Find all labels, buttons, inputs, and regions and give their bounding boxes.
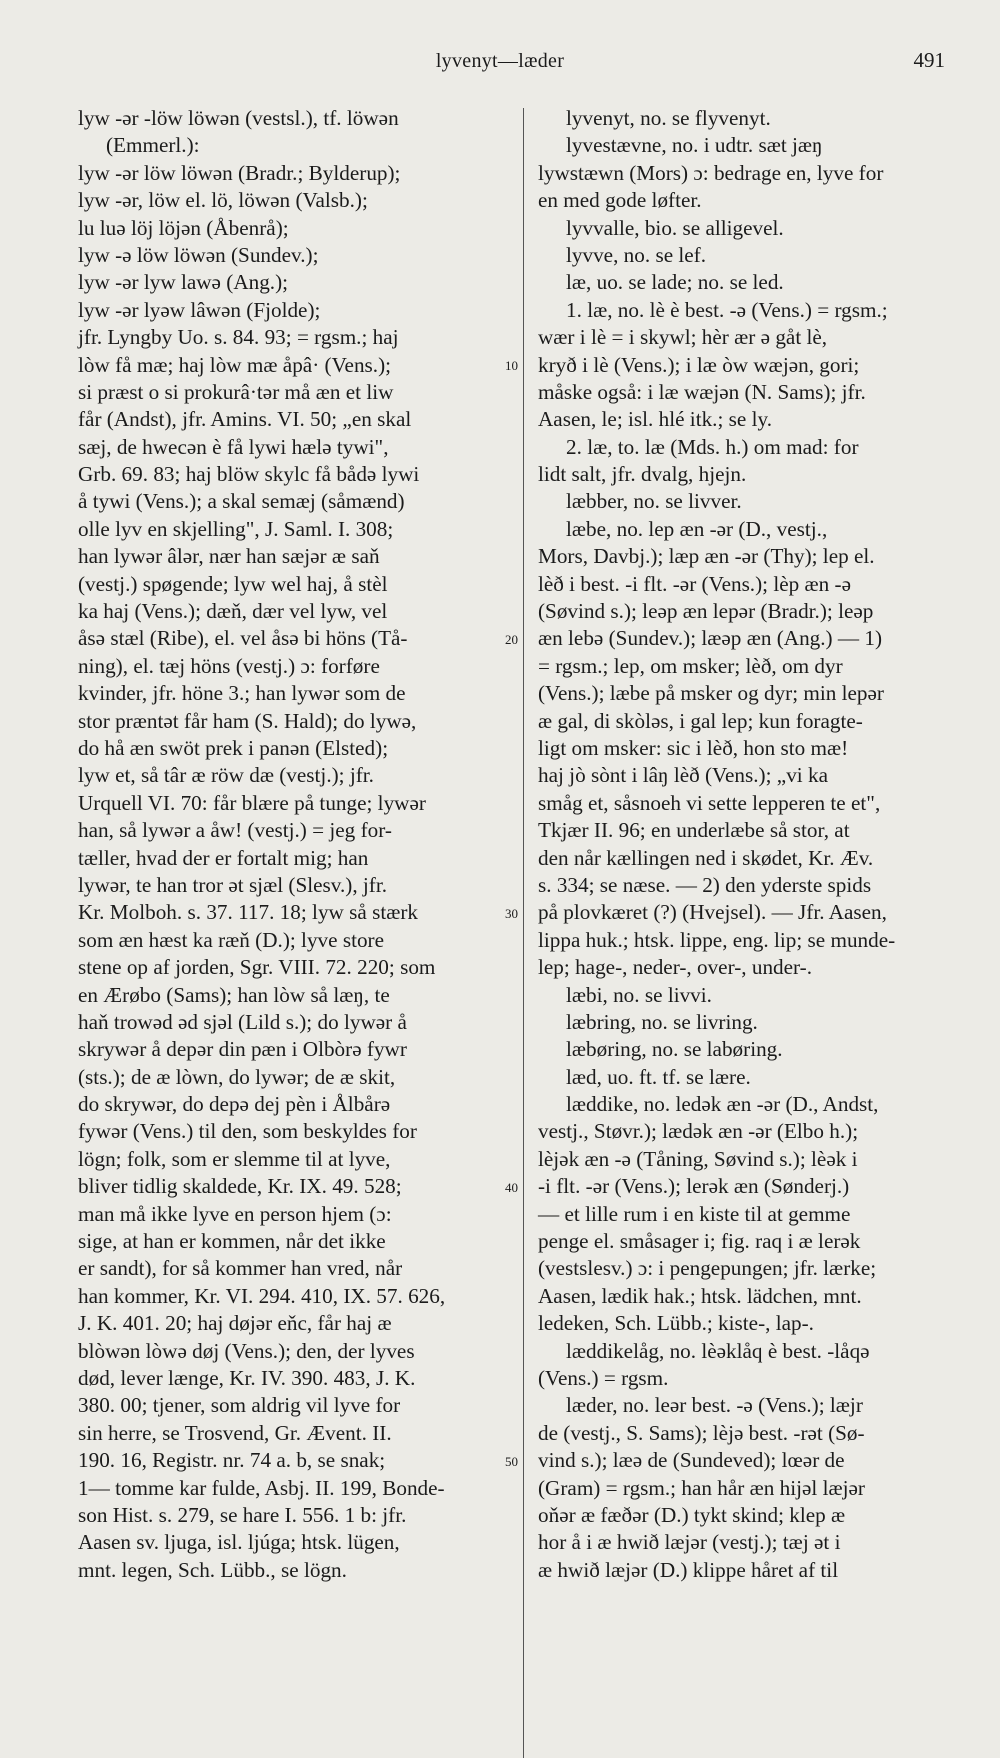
right-column-line: s. 334; se næse. — 2) den yderste spids [538, 872, 872, 897]
left-column-line: som æn hæst ka ræň (D.); lyve store [78, 927, 385, 952]
right-column-line: ligt om msker: sic i lèð, hon sto mæ! [538, 735, 849, 760]
right-column-line: de (vestj., S. Sams); lèjə best. -rət (Sø- [538, 1420, 865, 1445]
right-column-line: vind s.); læə de (Sundeved); lœər de [538, 1448, 845, 1473]
right-column [538, 105, 943, 1584]
right-column-line: læ, uo. se lade; no. se led. [566, 270, 784, 295]
line-number-20: 20 [505, 632, 518, 647]
right-column-line: en med gode løfter. [538, 188, 702, 213]
left-column-line: åsə stæl (Ribe), el. vel åsə bi höns (Tå- [78, 626, 408, 651]
left-column-line: fywər (Vens.) til den, som beskyldes for [78, 1119, 417, 1144]
left-column-line: lòw få mæ; haj lòw mæ åpâ· (Vens.); [78, 352, 392, 377]
right-column-line: æ gal, di skòləs, i gal lep; kun foragte- [538, 708, 863, 733]
left-column-line: jfr. Lyngby Uo. s. 84. 93; = rgsm.; haj [78, 325, 399, 350]
left-column-line: lögn; folk, som er slemme til at lyve, [78, 1146, 391, 1171]
right-column-line: læbi, no. se livvi. [566, 982, 712, 1007]
right-column-line: = rgsm.; lep, om msker; lèð, om dyr [538, 653, 843, 678]
right-column-line: læbring, no. se livring. [566, 1009, 758, 1034]
right-column-line: læddikelåg, no. lèəklåq è best. -låqə [566, 1338, 870, 1363]
line-number-10: 10 [505, 358, 518, 373]
left-column-line: J. K. 401. 20; haj døjər eňc, får haj æ [78, 1311, 392, 1336]
left-column-line: man må ikke lyve en person hjem (ɔ: [78, 1201, 392, 1226]
left-column-line: er sandt), for så kommer han vred, når [78, 1256, 403, 1281]
left-column-line: død, lever længe, Kr. IV. 390. 483, J. K. [78, 1365, 416, 1390]
right-column-line: lyvve, no. se lef. [566, 242, 707, 267]
right-column-line: wær i lè = i skywl; hèr ær ə gåt lè, [538, 325, 828, 350]
right-column-line: -i flt. -ər (Vens.); lerək æn (Sønderj.) [538, 1174, 850, 1199]
left-column-line: Grb. 69. 83; haj blöw skylc få bådə lywi [78, 462, 420, 487]
left-column-line: bliver tidlig skaldede, Kr. IX. 49. 528; [78, 1174, 402, 1199]
right-column-line: småg et, såsnoeh vi sette lepperen te et", [538, 790, 881, 815]
right-column-line: lèð i best. -i flt. -ər (Vens.); lèp æn -ə [538, 571, 852, 596]
left-column-line: sæj, de hwecən è få lywi hælə tywi", [78, 434, 389, 459]
left-column-line: får (Andst), jfr. Amins. VI. 50; „en skal [78, 407, 412, 432]
left-column [78, 105, 510, 1584]
left-column-line: sige, at han er kommen, når det ikke [78, 1229, 386, 1254]
right-column-line: lippa huk.; htsk. lippe, eng. lip; se munde- [538, 927, 896, 952]
right-column-line: lywstæwn (Mors) ɔ: bedrage en, lyve for [538, 160, 884, 185]
right-column-line: læbber, no. se livver. [566, 489, 742, 514]
running-title: lyvenyt—læder [435, 50, 565, 72]
right-column-line: (vestslesv.) ɔ: i pengepungen; jfr. lærke; [538, 1256, 877, 1281]
left-column-line: lyw -ə löw löwən (Sundev.); [78, 242, 319, 267]
left-column-line: lyw -ər lyw lawə (Ang.); [78, 270, 289, 295]
left-column-line: (Emmerl.): [106, 133, 200, 158]
right-column-line: hor å i æ hwið læjər (vestj.); tæj ət i [538, 1530, 841, 1555]
right-column-line: æn lebə (Sundev.); læəp æn (Ang.) — 1) [538, 626, 883, 651]
left-column-line: kvinder, jfr. höne 3.; han lywər som de [78, 681, 406, 706]
left-column-line: do skrywər, do depə dej pèn i Ålbårə [78, 1092, 391, 1117]
left-column-line: tæller, hvad der er fortalt mig; han [78, 845, 369, 870]
right-column-line: lyvestævne, no. i udtr. sæt jæŋ [566, 133, 823, 158]
left-column-line: lyw -ər, löw el. lö, löwən (Valsb.); [78, 188, 368, 213]
right-column-line: læbe, no. lep æn -ər (D., vestj., [566, 516, 828, 541]
right-column-line: (Vens.) = rgsm. [538, 1365, 669, 1390]
right-column-line: haj jò sònt i lâŋ lèð (Vens.); „vi ka [538, 763, 828, 788]
left-column-line: han, så lywər a åw! (vestj.) = jeg for- [78, 818, 392, 843]
right-column-line: lyvvalle, bio. se alligevel. [566, 215, 784, 240]
right-column-line: på plovkæret (?) (Hvejsel). — Jfr. Aasen, [538, 900, 887, 925]
left-column-line: (sts.); de æ lòwn, do lywər; de æ skit, [78, 1064, 396, 1089]
line-number-30: 30 [505, 906, 518, 921]
left-column-line: son Hist. s. 279, se hare I. 556. 1 b: jfr. [78, 1502, 407, 1527]
right-column-line: Aasen, lædik hak.; htsk. lädchen, mnt. [538, 1283, 862, 1308]
left-column-line: si præst o si prokurâ·tər må æn et liw [78, 379, 394, 404]
left-column-line: lyw -ər löw löwən (Bradr.; Bylderup); [78, 160, 401, 185]
right-column-line: (Søvind s.); leəp æn lepər (Bradr.); leəp [538, 599, 874, 624]
left-column-line: lywər, te han tror ət sjæl (Slesv.), jfr. [78, 872, 388, 897]
left-column-line: Kr. Molboh. s. 37. 117. 18; lyw så stærk [78, 900, 418, 925]
left-column-line: do hå æn swöt prek i panən (Elsted); [78, 735, 389, 760]
right-column-line: lèjək æn -ə (Tåning, Søvind s.); lèək i [538, 1146, 858, 1171]
right-column-line: æ hwið læjər (D.) klippe håret af til [538, 1557, 839, 1582]
left-column-line: 190. 16, Registr. nr. 74 a. b, se snak; [78, 1448, 386, 1473]
line-number-50: 50 [505, 1454, 518, 1469]
left-column-line: blòwən lòwə døj (Vens.); den, der lyves [78, 1338, 415, 1363]
right-column-line: lyvenyt, no. se flyvenyt. [566, 106, 771, 130]
right-column-line: Mors, Davbj.); læp æn -ər (Thy); lep el. [538, 544, 875, 569]
right-column-line: (Gram) = rgsm.; han hår æn hijəl læjər [538, 1475, 865, 1500]
page-number: 491 [913, 48, 945, 72]
left-column-line: stene op af jorden, Sgr. VIII. 72. 220; som [78, 955, 436, 980]
column-divider [523, 108, 524, 1758]
left-column-line: stor præntət får ham (S. Hald); do lywə, [78, 708, 417, 733]
right-column-line: ledeken, Sch. Lübb.; kiste-, lap-. [538, 1311, 814, 1336]
right-column-line: læddike, no. ledək æn -ər (D., Andst, [566, 1092, 879, 1117]
left-column-line: han kommer, Kr. VI. 294. 410, IX. 57. 626, [78, 1283, 446, 1308]
left-column-line: å tywi (Vens.); a skal semæj (såmænd) [78, 489, 405, 514]
right-column-line: måske også: i læ wæjən (N. Sams); jfr. [538, 379, 866, 404]
right-column-line: 2. læ, to. læ (Mds. h.) om mad: for [566, 434, 859, 459]
right-column-line: Tkjær II. 96; en underlæbe så stor, at [538, 818, 850, 843]
right-column-line: den når kællingen ned i skødet, Kr. Æv. [538, 845, 874, 870]
left-column-line: sin herre, se Trosvend, Gr. Ævent. II. [78, 1420, 392, 1445]
right-column-line: læder, no. leər best. -ə (Vens.); læjr [566, 1393, 863, 1418]
right-column-line: vestj., Støvr.); lædək æn -ər (Elbo h.); [538, 1119, 859, 1144]
left-column-line: Aasen sv. ljuga, isl. ljúga; htsk. lügen, [78, 1530, 400, 1555]
left-column-line: haň trowəd əd sjəl (Lild s.); do lywər å [78, 1009, 407, 1034]
left-column-line: skrywər å depər din pæn i Olbòrə fywr [78, 1037, 407, 1062]
left-column-line: han lywər âlər, nær han sæjər æ saň [78, 544, 380, 569]
right-column-line: kryð i lè (Vens.); i læ òw wæjən, gori; [538, 352, 860, 377]
right-column-line: (Vens.); læbe på msker og dyr; min lepər [538, 681, 884, 706]
right-column-line: lep; hage-, neder-, over-, under-. [538, 955, 813, 980]
right-column-line: lidt salt, jfr. dvalg, hjejn. [538, 462, 747, 487]
left-column-line: lyw -ər -löw löwən (vestsl.), tf. löwən [78, 106, 399, 130]
line-number-40: 40 [505, 1180, 518, 1195]
left-column-line: olle lyv en skjelling", J. Saml. I. 308; [78, 516, 394, 541]
right-column-line: læbøring, no. se labøring. [566, 1037, 783, 1062]
right-column-line: Aasen, le; isl. hlé itk.; se ly. [538, 407, 773, 432]
left-column-line: ning), el. tæj höns (vestj.) ɔ: forføre [78, 653, 380, 678]
right-column-line: penge el. småsager i; fig. raq i æ lerək [538, 1229, 861, 1254]
left-column-line: lyw -ər lyəw lâwən (Fjolde); [78, 297, 321, 322]
left-column-line: mnt. legen, Sch. Lübb., se lögn. [78, 1557, 347, 1582]
left-column-line: Urquell VI. 70: får blære på tunge; lywər [78, 790, 426, 815]
right-column-line: læd, uo. ft. tf. se lære. [566, 1064, 751, 1089]
left-column-line: (vestj.) spøgende; lyw wel haj, å stèl [78, 571, 388, 596]
right-column-line: oňər æ fæðər (D.) tykt skind; klep æ [538, 1502, 846, 1527]
left-column-line: lu luə löj löjən (Åbenrå); [78, 215, 289, 240]
left-column-line: en Ærøbo (Sams); han lòw så læŋ, te [78, 982, 390, 1007]
left-column-line: ka haj (Vens.); dæň, dær vel lyw, vel [78, 599, 388, 624]
right-column-line: 1. læ, no. lè è best. -ə (Vens.) = rgsm.; [566, 297, 888, 322]
right-column-line: — et lille rum i en kiste til at gemme [538, 1201, 851, 1226]
left-column-line: lyw et, så târ æ röw dæ (vestj.); jfr. [78, 763, 374, 788]
left-column-line: 1— tomme kar fulde, Asbj. II. 199, Bonde- [78, 1475, 445, 1500]
left-column-line: 380. 00; tjener, som aldrig vil lyve for [78, 1393, 401, 1418]
